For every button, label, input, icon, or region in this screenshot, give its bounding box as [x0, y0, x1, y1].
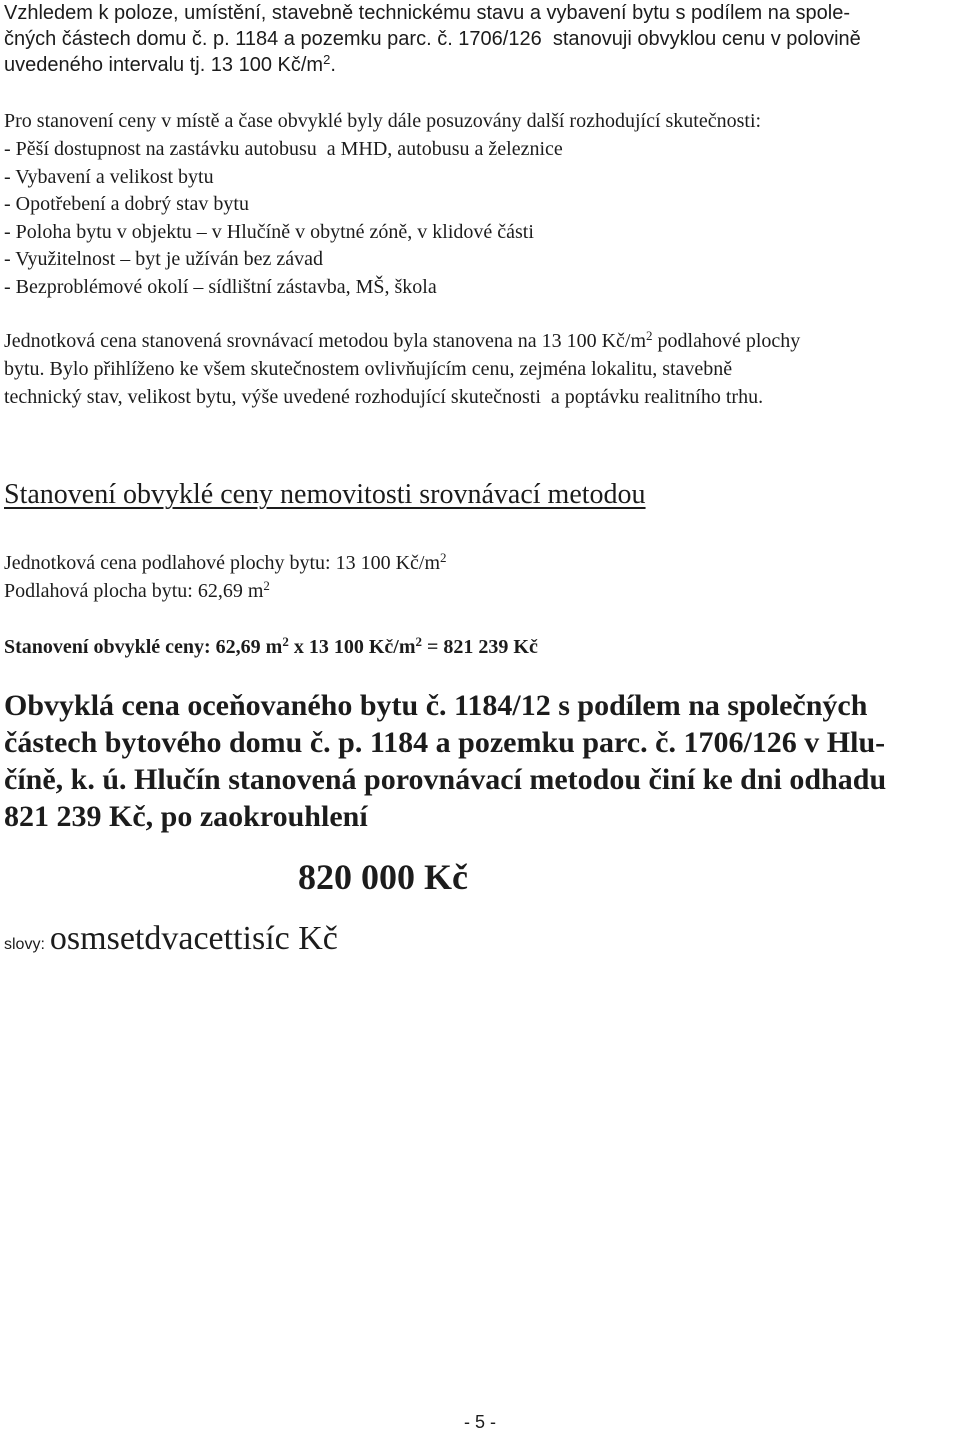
conclusion-line-3: číně, k. ú. Hlučín stanovená porovnávací metodou činí ke dni odhadu [4, 763, 887, 796]
page-number: - 5 - [463, 1412, 496, 1432]
price-calculation-line: Stanovení obvyklé ceny: 62,69 $m^2$ x 13 100 $Kč/m^2 = 821$ 239 Kč [4, 634, 538, 658]
unit-price-paragraph-line-2: bytu. Bylo přihlíženo ke všem skutečnostem ovlivňujícím cenu, zejména lokalitu, stavebně [4, 358, 733, 380]
conclusion-line-2: částech bytového domu č. p. 1184 a pozemku parc. č. 1706/126 v Hlu- [4, 726, 886, 759]
words-value: osmsetdvacettisíc Kč [49, 920, 338, 957]
intro-line-2: čných částech domu č. p. 1184 a pozemku parc. č. 1706/126 stanovuji obvyklou cenu v polovině [4, 28, 861, 50]
words-label: slovy: [4, 936, 45, 953]
intro-line-1: Vzhledem k poloze, umístění, stavebně technickému stavu a vybavení bytu s podílem na spole- [4, 2, 851, 24]
unit-price-line: Jednotková cena podlahové plochy bytu: 13 100 $Kč/m^2$ [4, 550, 447, 574]
amount-in-words [4, 918, 338, 966]
factors-heading: Pro stanovení ceny v místě a čase obvyklé byly dále posuzovány další rozhodující skutečnosti: [4, 110, 762, 132]
floor-area-line: Podlahová plocha bytu: 62,69 $m^2$ [4, 578, 270, 602]
conclusion-line-1: Obvyklá cena oceňovaného bytu č. 1184/12 s podílem na společných [4, 689, 868, 722]
factor-item: - Využitelnost – byt je užíván bez závad [4, 248, 323, 270]
unit-price-paragraph-line-3: technický stav, velikost bytu, výše uvedené rozhodující skutečnosti a poptávku realitního trhu. [4, 386, 764, 408]
factor-item: - Bezproblémové okolí – sídlištní zástavba, MŠ, škola [4, 276, 437, 298]
factor-item: - Pěší dostupnost na zastávku autobusu a MHD, autobusu a železnice [4, 138, 563, 160]
rounded-amount: 820 000 Kč [298, 857, 468, 897]
factor-item: - Vybavení a velikost bytu [4, 166, 214, 188]
factor-item: - Opotřebení a dobrý stav bytu [4, 193, 249, 215]
intro-line-3: uvedeného intervalu tj. 13 100 $Kč/m^2$. [4, 52, 336, 76]
section-title: Stanovení obvyklé ceny nemovitosti srovnávací metodou [4, 479, 646, 510]
factor-item: - Poloha bytu v objektu – v Hlučíně v obytné zóně, v klidové části [4, 221, 534, 243]
unit-price-paragraph-line-1: Jednotková cena stanovená srovnávací metodou byla stanovena na 13 100 $Kč/m^2$ podlahové plochy [4, 328, 801, 352]
conclusion-line-4: 821 239 Kč, po zaokrouhlení [4, 800, 368, 833]
